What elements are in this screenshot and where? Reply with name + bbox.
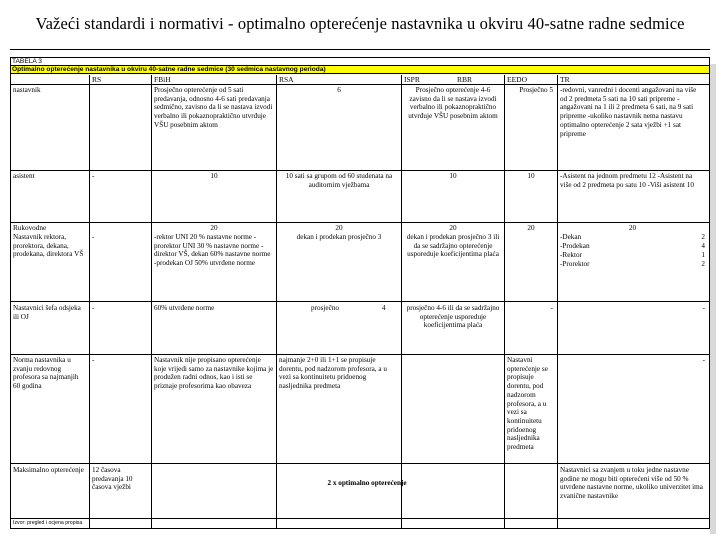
row-divider [11,518,709,519]
sef-rsa: prosječno [311,304,339,312]
col-divider [504,75,505,529]
sef-eedo: - [550,304,553,312]
uprava-rsa: dekan i prodekan prosječno 3 [296,233,382,241]
row-label-norma: Norma nastavnika u zvanju redovnog profesora sa najmanjih 60 godina [13,356,79,391]
norma-fbih: Nastavnik nije propisano opterećenje koje vrijedi samo za nastavnike kojima je produžen radni odnos, kao i isti se priznaje profesorima kao obaveza [154,356,274,391]
uprava-tr-head: 20 [628,224,637,232]
sheet-shadow [710,64,716,534]
col-header-eedo: EEDO [507,75,527,84]
norma-eedo: Nastavni opterećenje se propisuje dorentu, pod nadzorom profesora, a u vezi sa kontinuitetu pridoenog nasljednika predmeta [507,356,548,452]
row-divider [11,170,709,171]
uprava-ispr-head: 20 [449,224,457,232]
table-caption: Optimalno opterećenje nastavnika u okviru 40-satne radne sedmice (30 sedmica nastavnog perioda) [11,66,709,74]
uprava-tr-dekan: -Dekan [560,233,582,241]
row-divider [11,301,709,302]
nastavnik-rsa: 6 [337,86,341,94]
row-label-max: Maksimalno opterećenje [13,466,84,474]
norma-rs: - [92,356,95,364]
sef-rs: - [92,304,95,312]
table-footnote: Izvor: pregled i ocjena propisa [13,520,83,526]
sef-rsa-value: 4 [382,304,386,312]
col-divider [89,75,90,529]
max-middle: 2 x optimalno opterećenje [327,479,407,487]
row-label-uprava: Nastavnik rektora, prorektora, dekana, prodekana, direktora VŠ [13,233,84,259]
row-divider [11,222,709,223]
nastavnik-eedo: Prosječno 5 [519,86,553,94]
uprava-ispr: dekan i prodekan prosječno 3 ili da se sadržajno opterećenje usporeduje koeficijentima plaća [406,233,500,259]
uprava-rsa-head: 20 [335,224,343,232]
col-header-rs: RS [92,75,102,84]
uprava-tr-prorektor: -Prorektor [560,260,590,268]
sef-ispr: prosječno 4-6 ili da se sadržajno opterećenje usporeduje koeficijentima plaća [406,304,500,330]
row-label-nastavnik: nastavnik [13,86,41,94]
max-tr: Nastavnici sa zvanjem u toku jedne nastavne godine ne mogu biti opterećeni više od 50 % utvrđene nastavne norme, ukoliko univerzitet ima zvanične nastavnike [560,466,703,501]
norma-rsa: najmanje 2+0 ili 1+1 se propisuje dorentu, pod nadzorom profesora, a u vezi sa kontinuitetu pridoenog nasljednika predmeta [279,356,387,391]
uprava-tr-rektor-value: 1 [701,251,705,259]
col-divider [276,75,277,529]
col-header-ispr: ISPR [404,75,420,84]
nastavnik-fbih: Prosječno opterećenje od 5 sati predavanja, odnosno 4-6 sati predavanja sedmično, zavisno da li se nastava izvodi verbalno ili pokaznopraktično utvrđuje VŠU posebnim aktom [154,86,273,129]
asistent-tr: -Asistent na jednom predmetu 12 -Asistent na više od 2 predmeta po satu 10 -Viši asistent 10 [560,172,694,189]
row-label-asistent: asistent [13,172,35,180]
col-divider [557,75,558,529]
uprava-fbih-head: 20 [210,224,218,232]
col-header-rsa: RSA [279,75,294,84]
uprava-tr-prorektor-value: 2 [701,260,705,268]
col-divider [151,75,152,529]
norma-tr: - [702,356,705,364]
col-header-fbih: FBiH [154,75,171,84]
uprava-fbih: -rektor UNI 20 % nastavne norme -prorektor UNI 30 % nastavne norme -direktor VŠ, dekan 60% nastavne norme -prodekan OJ 50% utvrđene norme [154,233,271,268]
nastavnik-tr: -redovni, vanredni i docenti angažovani na više od 2 predmeta 5 sati na 10 sati pripreme -angažovani na 1 ili 2 predmeta 6 sati, na 9 sati pripreme -ukoliko nastavnik nema nastavu optimalno opterećenje 2 sata vježbi +1 sat pripreme [560,86,697,138]
col-header-tr: TR [560,75,570,84]
slide-title: Važeći standardi i normativi - optimalno opterećenje nastavnika u okviru 40-satne radne sedmice [35,14,685,33]
uprava-rs: - [92,233,95,241]
standards-table [10,57,710,529]
uprava-tr-prodekan-value: 4 [701,242,705,250]
asistent-rs: - [92,172,95,180]
table-label: TABELA 3 [11,58,709,66]
asistent-rsa: 10 sati sa grupom od 60 studenata na auditornim vježbama [285,172,393,189]
max-rs: 12 časova predavanja 10 časova vježbi [92,466,133,492]
nastavnik-ispr: Prosječno opterećenje 4-6 zavisno da li se nastava izvodi verbalno ili pokaznopraktično utvrđuje VŠU posebnim aktom [408,86,498,121]
uprava-tr-dekan-value: 2 [701,233,705,241]
asistent-fbih: 10 [210,172,218,180]
sef-fbih: 60% utvrđene norme [154,304,215,312]
row-divider [11,84,709,85]
uprava-tr-rektor: -Rektor [560,251,582,259]
row-divider [11,354,709,355]
asistent-eedo: 10 [527,172,535,180]
row-divider [11,463,709,464]
uprava-eedo-head: 20 [527,224,535,232]
row-label-sef: Nastavnici šefa odsjeka ili OJ [13,304,81,321]
asistent-ispr: 10 [449,172,457,180]
row-label-uprava-heading: Rukovodne [13,224,47,232]
sef-tr: - [702,304,705,312]
uprava-tr-prodekan: -Prodekan [560,242,590,250]
col-divider [401,75,402,529]
title-rule [10,49,710,50]
col-header-rbr: RBR [457,75,473,84]
